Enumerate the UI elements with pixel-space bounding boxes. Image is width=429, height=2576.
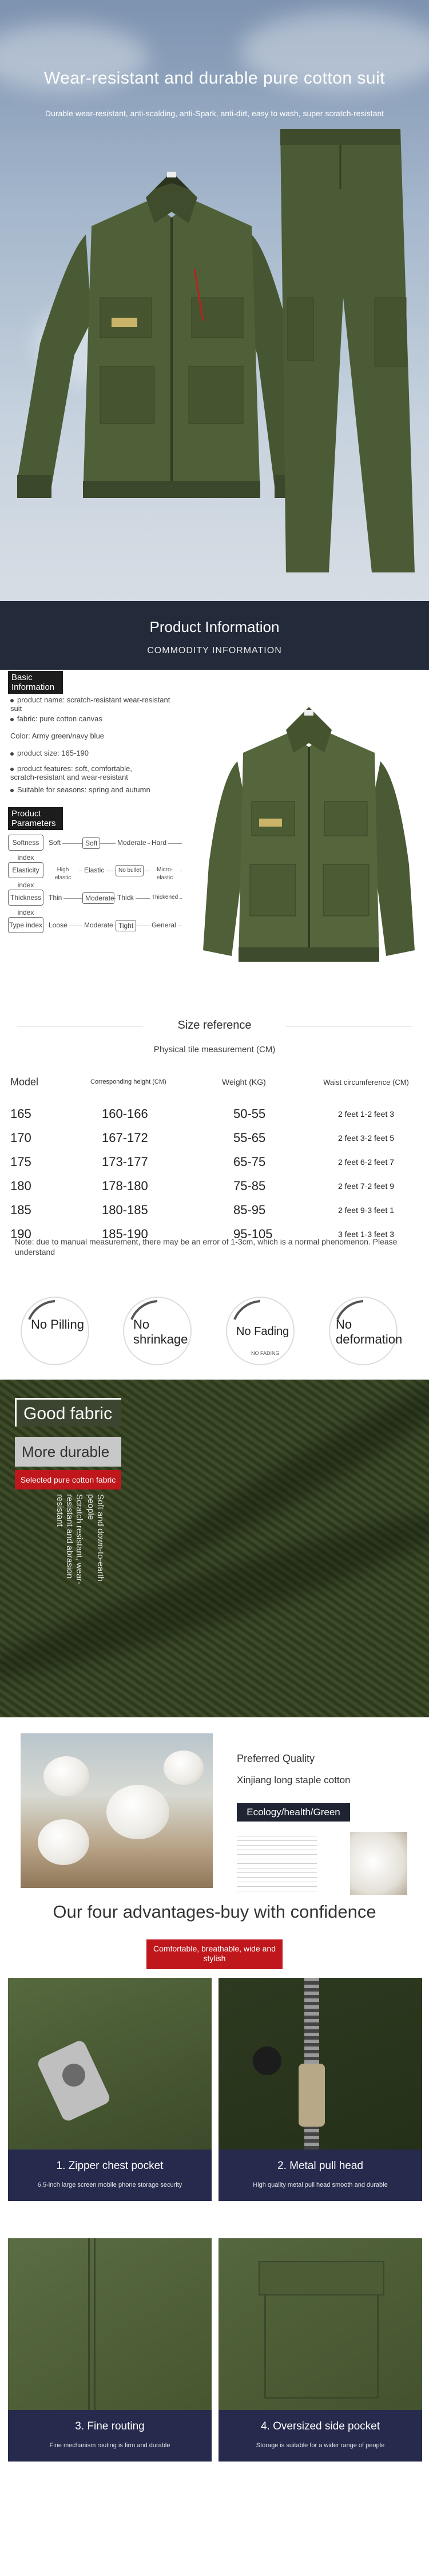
parameter-option: Thick — [116, 894, 136, 902]
advantages-title: Our four advantages-buy with confidence — [53, 1902, 376, 1922]
no-fading-badge — [226, 1297, 295, 1365]
button — [253, 2046, 281, 2075]
parameter-row — [8, 888, 180, 916]
cotton-thumbnail — [350, 1832, 407, 1895]
no-pilling-badge — [21, 1297, 89, 1365]
size-cell: 173-177 — [102, 1155, 148, 1169]
size-cell: 175 — [10, 1155, 31, 1169]
size-cell: 75-85 — [233, 1179, 266, 1193]
size-cell: 160-166 — [102, 1107, 148, 1121]
parameter-option: Moderate — [82, 892, 114, 904]
zipper-pocket-photo — [8, 1978, 212, 2150]
badge-title: No Pilling — [31, 1317, 84, 1332]
phone-camera — [62, 2064, 85, 2087]
cotton-title-2: Xinjiang long staple cotton — [237, 1775, 351, 1785]
parameter-option: Loose — [47, 921, 69, 929]
fabric-vertical-text: Soft and down-to-earth people — [86, 1494, 105, 1582]
advantage-panel-3 — [8, 2238, 212, 2462]
advantage-panel-1 — [8, 1978, 212, 2201]
info-line: product features: soft, comfortable, scratch-resistant and wear-resistant — [10, 764, 159, 781]
size-cell: 185 — [10, 1203, 31, 1217]
size-title-text: Size reference — [177, 1019, 252, 1032]
cotton-boll — [106, 1785, 169, 1839]
fabric-closeup — [0, 1380, 429, 1717]
advantage-desc: Storage is suitable for a wider range of people — [256, 2442, 385, 2449]
small-print-block — [237, 1832, 317, 1895]
cotton-photo — [21, 1733, 213, 1888]
parameter-label: Thickness index — [8, 890, 43, 906]
size-cell: 50-55 — [233, 1107, 266, 1121]
advantage-panel-4 — [219, 2238, 422, 2462]
parameter-option: Moderate — [82, 921, 114, 929]
cotton-section — [0, 1717, 429, 1895]
cotton-boll — [38, 1819, 89, 1865]
info-line: product size: 165-190 — [10, 749, 182, 757]
advantage-desc: High quality metal pull head smooth and durable — [253, 2182, 388, 2188]
size-cell: 2 feet 3-2 feet 5 — [337, 1133, 395, 1143]
parameter-option: Thin — [47, 894, 63, 902]
advantage-title: 1. Zipper chest pocket — [56, 2160, 164, 2172]
parameter-option: Soft — [82, 837, 100, 849]
size-row — [10, 1198, 419, 1222]
pocket-flap — [259, 2261, 384, 2296]
size-row — [10, 1174, 419, 1198]
size-cell: 170 — [10, 1131, 31, 1145]
no-shrinkage-badge — [123, 1297, 192, 1365]
size-table-body — [10, 1102, 419, 1246]
badge-title: No shrinkage — [133, 1317, 188, 1346]
info-line: product name: scratch-resistant wear-resistant suit — [10, 696, 182, 713]
parameter-row — [8, 915, 180, 936]
size-table — [10, 1062, 419, 1246]
advantage-desc: 6.5-inch large screen mobile phone storage security — [37, 2182, 182, 2188]
size-row — [10, 1126, 419, 1150]
good-fabric-label: Good fabric — [15, 1398, 121, 1427]
size-cell: 2 feet 1-2 feet 3 — [337, 1109, 395, 1119]
size-cell: 2 feet 9-3 feet 1 — [337, 1206, 395, 1215]
size-cell: 190 — [10, 1227, 31, 1241]
size-cell: 2 feet 6-2 feet 7 — [337, 1157, 395, 1167]
parameter-label: Type index — [8, 917, 43, 933]
size-header: Model — [10, 1076, 39, 1088]
basic-information-heading: Basic Information — [8, 671, 63, 694]
size-cell: 55-65 — [233, 1131, 266, 1145]
pants-image — [280, 129, 415, 572]
product-parameters-heading: Product Parameters — [8, 807, 63, 830]
advantage-title: 4. Oversized side pocket — [260, 2420, 380, 2432]
info-line: Color: Army green/navy blue — [10, 732, 105, 740]
size-header: Weight (KG) — [222, 1077, 266, 1086]
jacket-photo — [197, 693, 420, 985]
size-cell: 180 — [10, 1179, 31, 1193]
more-durable-label: More durable — [15, 1437, 121, 1467]
product-info-title: Product Information — [149, 618, 280, 635]
size-row — [10, 1150, 419, 1174]
size-row — [10, 1102, 419, 1126]
comfort-label: Comfortable, breathable, wide and stylish — [146, 1939, 283, 1969]
size-cell: 185-190 — [102, 1227, 148, 1241]
size-cell: 65-75 — [233, 1155, 266, 1169]
metal-pull-head — [299, 2064, 325, 2127]
size-cell: 2 feet 7-2 feet 9 — [337, 1182, 395, 1191]
advantages-section — [0, 1895, 429, 2576]
badge-title: No Fading — [236, 1325, 289, 1338]
size-header: Waist circumference (CM) — [323, 1077, 409, 1086]
size-cell: 167-172 — [102, 1131, 148, 1145]
product-information-section — [0, 601, 429, 1277]
parameter-option: Elastic — [82, 866, 106, 874]
fine-routing-photo — [8, 2238, 212, 2410]
no-deformation-badge — [329, 1297, 403, 1365]
parameter-option: Tight — [116, 920, 136, 931]
size-cell: 165 — [10, 1107, 31, 1121]
info-line: fabric: pure cotton canvas — [10, 714, 182, 723]
size-header: Corresponding height (CM) — [90, 1078, 166, 1085]
fabric-vertical-text: Scratch resistant, wear-resistant and abrasion resistant — [55, 1494, 84, 1585]
size-reference-title — [0, 1019, 429, 1032]
hero-title: Wear-resistant and durable pure cotton suit — [43, 69, 386, 88]
seam — [94, 2238, 96, 2410]
parameter-option: High elastic — [47, 866, 79, 882]
cotton-boll — [43, 1756, 89, 1796]
parameter-option: Moderate — [116, 839, 148, 847]
parameter-option: Thickened — [150, 894, 180, 902]
advantage-caption — [219, 2150, 422, 2201]
advantage-title: 3. Fine routing — [75, 2420, 145, 2432]
quality-badges — [0, 1277, 429, 1380]
parameter-option: Hard — [150, 839, 168, 847]
advantage-caption — [219, 2410, 422, 2462]
size-subtitle: Physical tile measurement (CM) — [153, 1045, 276, 1054]
hero-banner — [0, 0, 429, 601]
advantage-caption — [8, 2150, 212, 2201]
info-line: Suitable for seasons: spring and autumn — [10, 785, 182, 794]
pure-cotton-label: Selected pure cotton fabric — [15, 1470, 121, 1490]
size-cell: 85-95 — [233, 1203, 266, 1217]
parameter-label: Softness index — [8, 835, 43, 851]
parameter-option: No bullet — [116, 865, 144, 876]
cotton-boll — [164, 1751, 204, 1785]
size-cell: 3 feet 1-3 feet 3 — [337, 1230, 395, 1239]
advantage-caption — [8, 2410, 212, 2462]
badge-title: No deformation — [336, 1317, 403, 1346]
parameter-row — [8, 833, 180, 862]
size-cell: 178-180 — [102, 1179, 148, 1193]
seam — [88, 2238, 90, 2410]
advantage-title: 2. Metal pull head — [277, 2160, 363, 2172]
parameter-option: Micro-elastic — [150, 866, 180, 882]
suit-illustration — [0, 0, 429, 601]
eco-label: Ecology/health/Green — [237, 1803, 350, 1822]
advantage-panel-2 — [219, 1978, 422, 2201]
product-info-subtitle: COMMODITY INFORMATION — [147, 646, 282, 655]
hero-subtitle: Durable wear-resistant, anti-scalding, anti-Spark, anti-dirt, easy to wash, super scratch-resistant — [45, 109, 384, 118]
size-note: Note: due to manual measurement, there may be an error of 1-3cm, which is a normal phenomenon. Please understand — [15, 1237, 398, 1257]
size-cell: 180-185 — [102, 1203, 148, 1217]
parameter-row — [8, 860, 180, 889]
parameter-option: General — [150, 921, 178, 929]
jacket-image — [17, 172, 309, 498]
parameter-label: Elasticity index — [8, 862, 43, 878]
size-cell: 95-105 — [233, 1227, 273, 1241]
advantage-desc: Fine mechanism routing is firm and durable — [49, 2442, 170, 2449]
cotton-title-1: Preferred Quality — [237, 1753, 315, 1764]
parameter-option: Soft — [47, 839, 62, 847]
product-info-header — [0, 601, 429, 670]
metal-pull-photo — [219, 1978, 422, 2150]
side-pocket-photo — [219, 2238, 422, 2410]
badge-subtitle: NO FADING — [251, 1350, 280, 1356]
